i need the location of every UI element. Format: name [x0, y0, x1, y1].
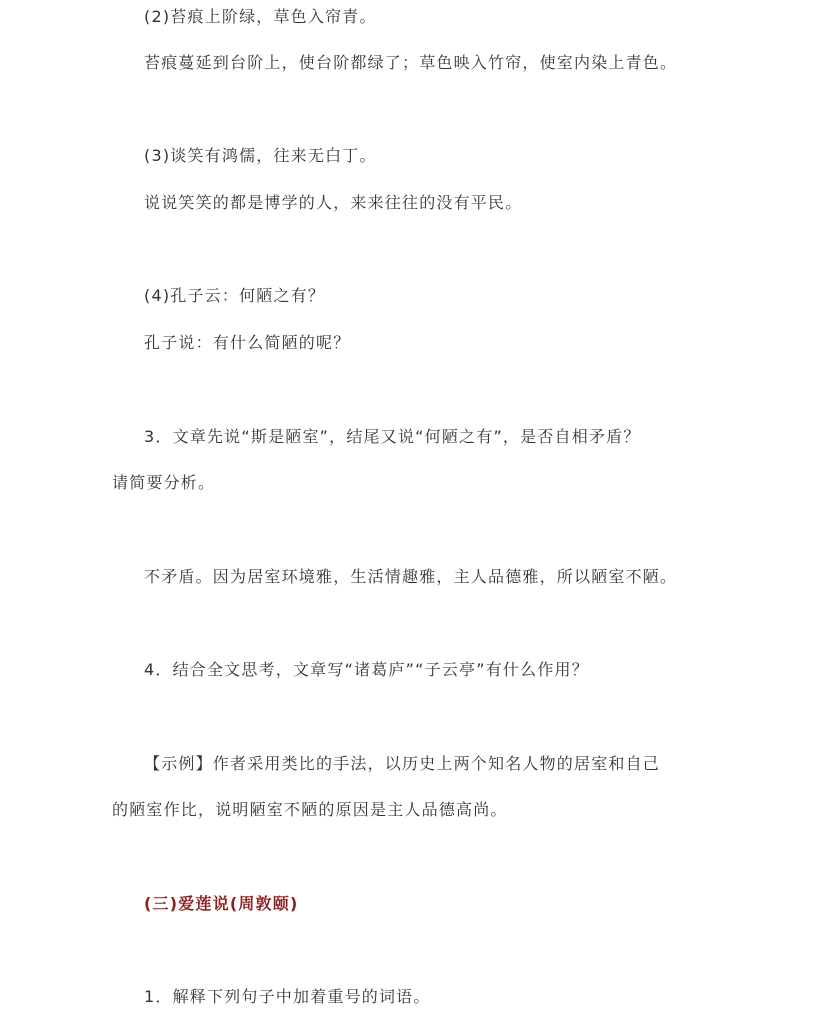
question-4-line: 4．结合全文思考，文章写“诸葛庐”“子云亭”有什么作用？: [144, 660, 589, 679]
item-4-original-line: (4)孔子云：何陋之有？: [144, 286, 326, 305]
item-3-translation-line: 说说笑笑的都是博学的人，来来往往的没有平民。: [144, 193, 523, 212]
answer-4-continuation-line: 的陋室作比，说明陋室不陋的原因是主人品德高尚。: [112, 800, 508, 819]
answer-3-line: 不矛盾。因为居室环境雅，生活情趣雅，主人品德雅，所以陋室不陋。: [144, 567, 678, 586]
section-question-1-line: 1．解释下列句子中加着重号的词语。: [144, 987, 431, 1006]
section-heading: (三)爱莲说(周敦颐): [144, 894, 299, 913]
item-3-original-line: (3)谈笑有鸿儒，往来无白丁。: [144, 146, 377, 165]
item-4-translation-line: 孔子说：有什么简陋的呢？: [144, 333, 351, 352]
answer-4-line: 【示例】作者采用类比的手法，以历史上两个知名人物的居室和自己: [144, 754, 661, 773]
item-2-translation-line: 苔痕蔓延到台阶上，使台阶都绿了；草色映入竹帘，使室内染上青色。: [144, 53, 678, 72]
question-3-continuation-line: 请简要分析。: [112, 473, 216, 492]
item-2-original-line: (2)苔痕上阶绿，草色入帘青。: [144, 7, 377, 26]
question-3-line: 3．文章先说“斯是陋室”，结尾又说“何陋之有”，是否自相矛盾？: [144, 427, 641, 446]
